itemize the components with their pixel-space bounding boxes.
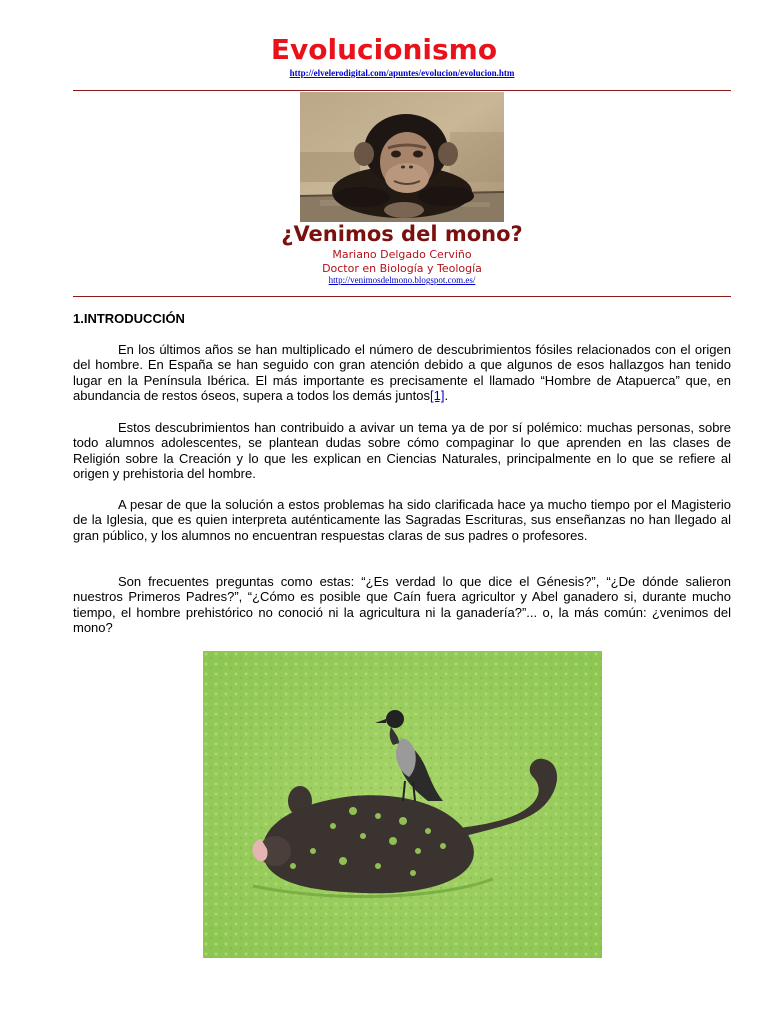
buffalo-crow-photo: [203, 651, 602, 958]
section-divider: [73, 296, 731, 297]
footnote-link[interactable]: [1]: [430, 388, 445, 404]
paragraph-3: A pesar de que la solución a estos problemas ha sido clarificada hace ya mucho tiempo por el Magisterio de la Iglesia, que es quien interpreta auténticamente las Sagradas Escrituras, sus enseñanzas no han llegado al gran público, y los alumnos no encuentran respuestas claras de sus padres o profesores.: [73, 497, 731, 543]
source-link[interactable]: http://elvelerodigital.com/apuntes/evolucion/evolucion.htm: [289, 68, 515, 78]
section-heading: 1.INTRODUCCIÓN: [73, 311, 185, 326]
document-title: Evolucionismo: [270, 33, 498, 66]
paragraph-4: Son frecuentes preguntas como estas: “¿Es verdad lo que dice el Génesis?”, “¿De dónde salieron nuestros Primeros Padres?”, “¿Cómo es posible que Caín fuera agricultor y Abel ganadero si, durante mucho tiempo, el hombre prehistórico no conoció ni la agricultura ni la ganadería?”... o, la más común: ¿venimos del mono?: [73, 574, 731, 636]
paragraph-1-end: .: [444, 388, 449, 404]
author-credentials: Doctor en Biología y Teología: [322, 262, 482, 275]
top-divider: [73, 90, 731, 91]
author-name: Mariano Delgado Cerviño: [332, 248, 472, 261]
article-subtitle: ¿Venimos del mono?: [281, 222, 523, 246]
chimpanzee-photo: [300, 92, 504, 222]
paragraph-1: [73, 342, 731, 404]
paragraph-2: Estos descubrimientos han contribuido a avivar un tema ya de por sí polémico: muchas personas, sobre todo alumnos adolescentes, se plantean dudas sobre cómo compaginar lo que aprenden en las clases de Religión sobre la Creación y lo que les explican en Ciencias Naturales, principalmente en lo que se refiere al origen y prehistoria del hombre.: [73, 420, 731, 482]
paragraph-1-text: En los últimos años se han multiplicado el número de descubrimientos fósiles relacionados con el origen del hombre. En España se han seguido con gran atención debido a que algunos de esos hallazgos han tenido lugar en la Península Ibérica. El más importante es precisamente el llamado “Hombre de Atapuerca” que, en abundancia de restos óseos, supera a todos los demás juntos: [73, 342, 731, 404]
blog-link[interactable]: http://venimosdelmono.blogspot.com.es/: [328, 275, 476, 285]
